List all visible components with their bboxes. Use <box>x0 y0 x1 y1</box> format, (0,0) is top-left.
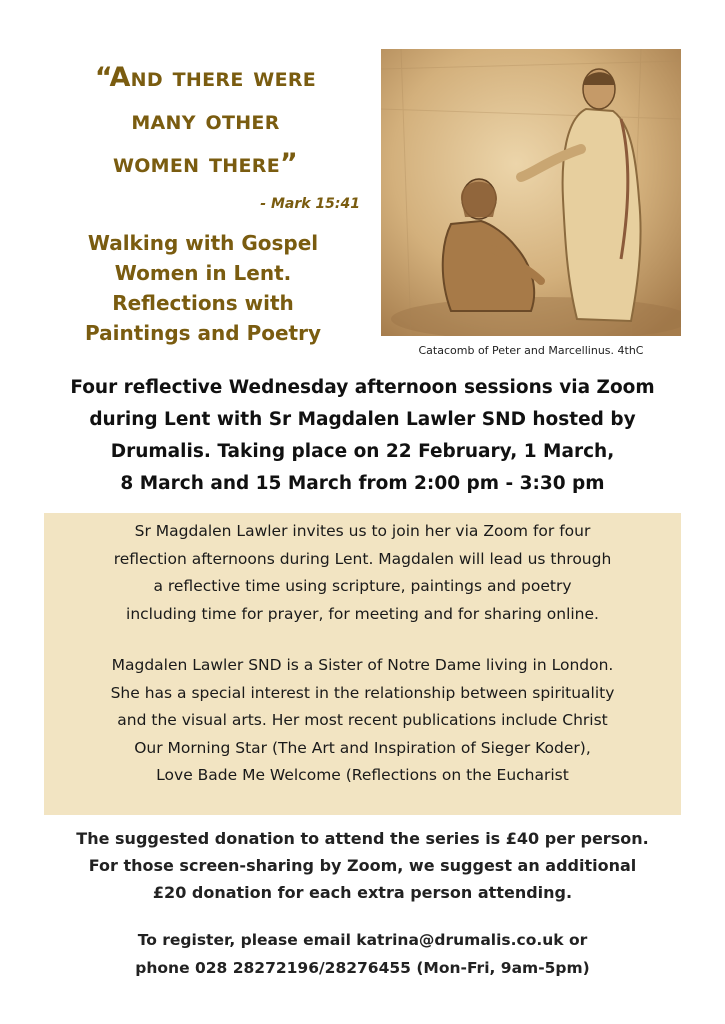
paragraph-line: and the visual arts. Her most recent publications include Christ <box>117 711 608 729</box>
paragraph-line: including time for prayer, for meeting and for sharing online. <box>126 604 599 623</box>
image-caption: Catacomb of Peter and Marcellinus. 4thC <box>418 344 644 357</box>
quote-citation: - Mark 15:41 <box>260 196 360 212</box>
subtitle-line: Women in Lent. <box>114 261 292 285</box>
paragraph-line: Love Bade Me Welcome (Reflections on the Eucharist <box>156 766 569 784</box>
quote-heading <box>38 56 373 185</box>
paragraph-line: reflection afternoons during Lent. Magdalen will lead us through <box>113 549 612 568</box>
subtitle-line: Walking with Gospel <box>87 231 319 255</box>
quote-line: women there” <box>112 148 299 179</box>
headline-line: during Lent with Sr Magdalen Lawler SND hosted by <box>89 409 636 430</box>
paragraph-line: Magdalen Lawler SND is a Sister of Notre Dame living in London. <box>111 656 614 674</box>
catacomb-fresco-image <box>381 49 681 336</box>
quote-line: “And there were <box>94 62 317 93</box>
donation-line: The suggested donation to attend the series is £40 per person. <box>76 829 649 848</box>
details-paragraph-biography <box>44 652 681 790</box>
donation-line: £20 donation for each extra person attending. <box>152 883 573 902</box>
registration-info <box>30 926 695 982</box>
paragraph-line: Sr Magdalen Lawler invites us to join her via Zoom for four <box>134 522 591 540</box>
details-paragraph-invitation <box>44 518 681 628</box>
donation-line: For those screen-sharing by Zoom, we suggest an additional <box>88 856 637 875</box>
donation-info <box>30 825 695 906</box>
paragraph-line: She has a special interest in the relationship between spirituality <box>110 683 615 702</box>
register-line: To register, please email katrina@drumalis.co.uk or <box>137 931 588 949</box>
event-headline <box>30 372 695 500</box>
subtitle <box>48 228 358 348</box>
register-line: phone 028 28272196/28276455 (Mon-Fri, 9am-5pm) <box>135 959 590 977</box>
subtitle-line: Reflections with <box>112 291 294 315</box>
paragraph-line: Our Morning Star (The Art and Inspiration of Sieger Koder), <box>134 738 591 757</box>
fresco-illustration <box>381 49 681 336</box>
paragraph-line: a reflective time using scripture, paintings and poetry <box>153 577 572 595</box>
headline-line: Four reflective Wednesday afternoon sessions via Zoom <box>70 377 655 398</box>
headline-line: 8 March and 15 March from 2:00 pm - 3:30 pm <box>120 473 605 494</box>
subtitle-line: Paintings and Poetry <box>85 321 321 345</box>
quote-line: many other <box>131 105 280 136</box>
headline-line: Drumalis. Taking place on 22 February, 1 March, <box>110 441 615 462</box>
